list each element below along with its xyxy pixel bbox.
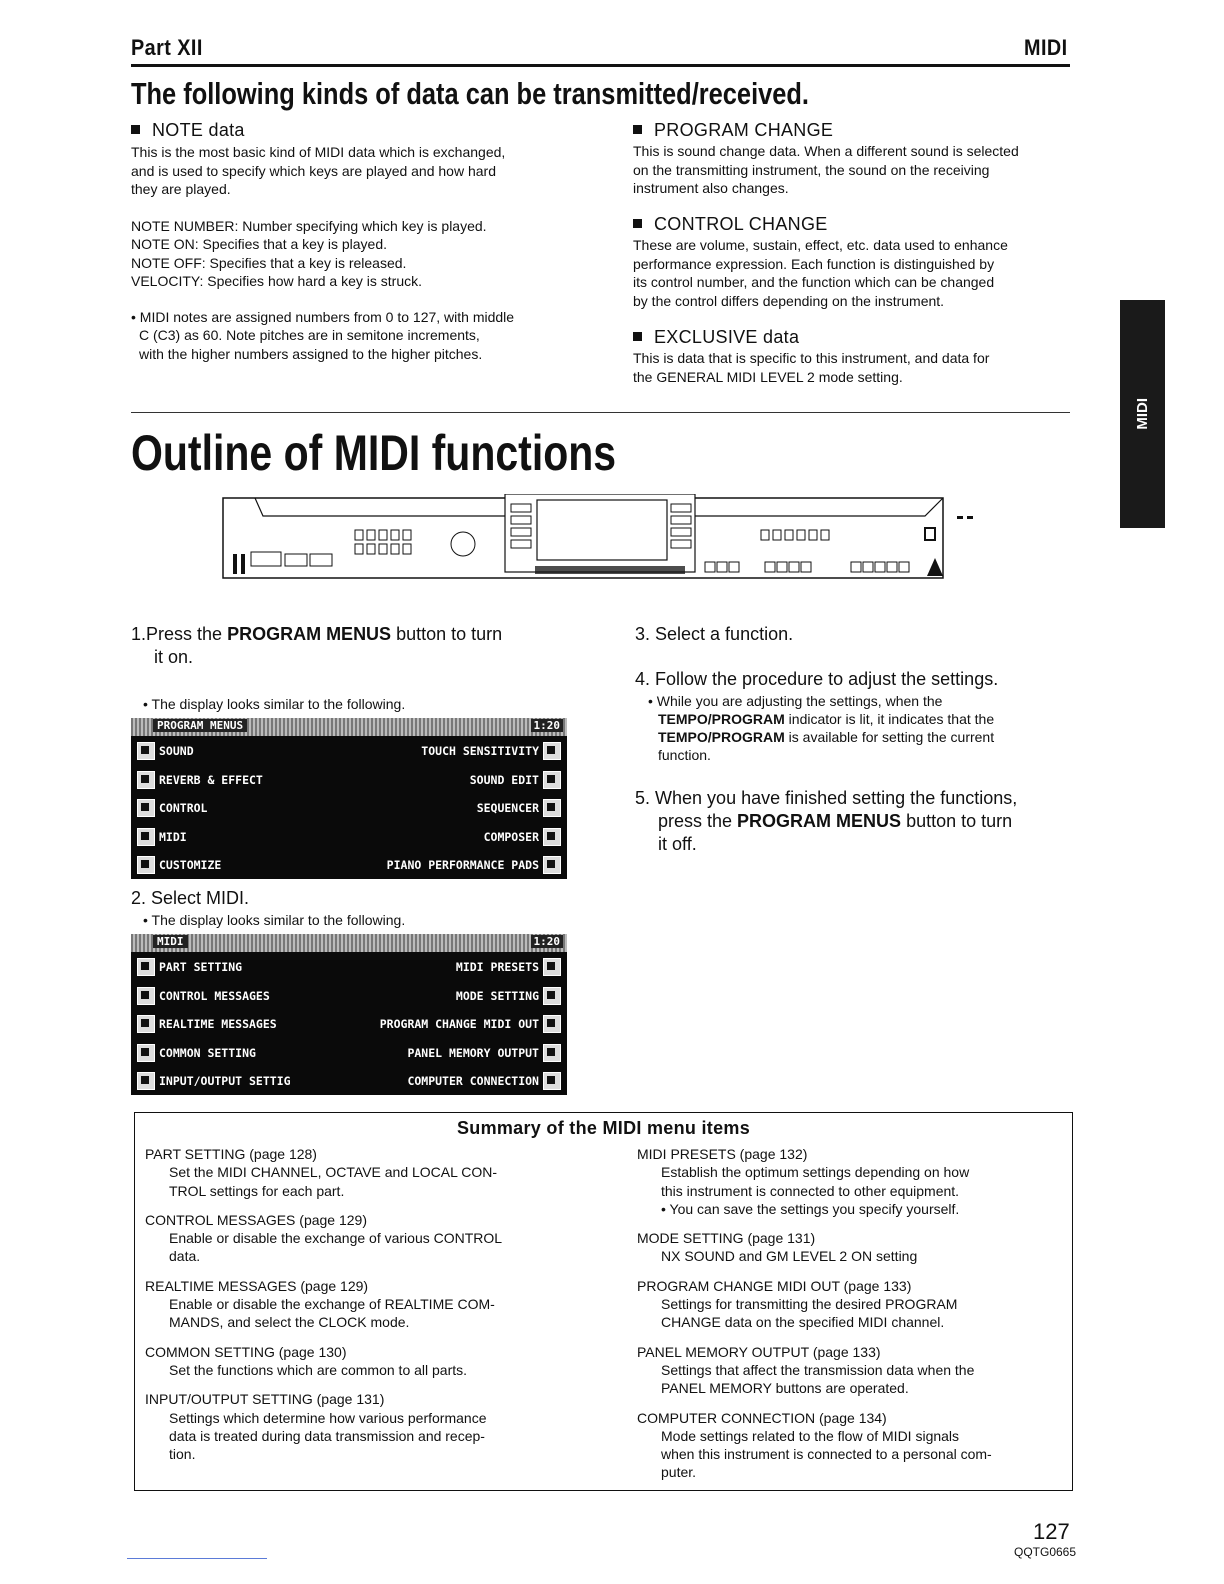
midi-screen: [131, 934, 567, 1095]
summary-right-column: [637, 1145, 1067, 1482]
summary-item: CONTROL MESSAGES (page 129) Enable or disable the exchange of various CONTROL data.: [145, 1211, 503, 1265]
outline-heading: Outline of MIDI functions: [131, 425, 617, 481]
summary-item: PROGRAM CHANGE MIDI OUT (page 133) Settings for transmitting the desired PROGRAM CHANGE data on the specified MIDI channel.: [637, 1277, 958, 1331]
exclusive-data-title: EXCLUSIVE data: [633, 327, 1073, 348]
summary-left-column: [145, 1145, 605, 1463]
control-panel-illustration: [205, 494, 995, 582]
menu-row: [131, 1009, 567, 1038]
data-kinds-heading: The following kinds of data can be transmitted/received.: [131, 76, 809, 111]
summary-box: [134, 1112, 1073, 1491]
sound-edit-icon: [543, 771, 561, 789]
reverb-icon: [137, 771, 155, 789]
step-2: 2. Select MIDI.: [131, 888, 250, 908]
step-1-note: • The display looks similar to the following.: [143, 696, 406, 712]
summary-item: MODE SETTING (page 131) NX SOUND and GM LEVEL 2 ON setting: [637, 1230, 918, 1265]
header-rule: [131, 64, 1070, 67]
program-change-section: [633, 120, 1073, 198]
summary-item: COMMON SETTING (page 130) Set the functions which are common to all parts.: [145, 1343, 468, 1378]
menu-row: [131, 793, 567, 822]
common-setting-icon: [137, 1044, 155, 1062]
menu-sound[interactable]: SOUND: [137, 742, 194, 760]
bottom-line: [127, 1558, 267, 1559]
control-change-section: [633, 214, 1073, 310]
menu-input-output-setting[interactable]: INPUT/OUTPUT SETTIG: [137, 1072, 291, 1090]
menu-row: [131, 822, 567, 851]
menu-sequencer[interactable]: SEQUENCER: [477, 799, 561, 817]
pads-icon: [543, 856, 561, 874]
summary-item: MIDI PRESETS (page 132) Establish the optimum settings depending on how this instrument is connected to other equipment. • You can save the settings you specify yourself.: [637, 1146, 970, 1217]
menu-row: [131, 765, 567, 794]
screen1-title: PROGRAM MENUS: [153, 719, 247, 732]
menu-realtime-messages[interactable]: REALTIME MESSAGES: [137, 1015, 277, 1033]
menu-row: [131, 981, 567, 1010]
program-menus-screen: [131, 718, 567, 879]
note-definitions: NOTE NUMBER: Number specifying which key is played. NOTE ON: Specifies that a key is played. NOTE OFF: Specifies that a key is released. VELOCITY: Specifies how hard a key is struck.: [131, 217, 487, 289]
menu-reverb-effect[interactable]: REVERB & EFFECT: [137, 771, 263, 789]
menu-part-setting[interactable]: PART SETTING: [137, 958, 242, 976]
summary-item: INPUT/OUTPUT SETTING (page 131) Settings which determine how various performance data is treated during data transmission and recep- tion.: [145, 1391, 487, 1463]
realtime-icon: [137, 1015, 155, 1033]
input-output-icon: [137, 1072, 155, 1090]
program-change-desc: This is sound change data. When a different sound is selected on the transmitting instrument, the sound on the receiving instrument also changes.: [633, 143, 1019, 196]
menu-row: [131, 736, 567, 765]
menu-computer-connection[interactable]: COMPUTER CONNECTION: [407, 1072, 561, 1090]
screen2-num: 1:20: [531, 935, 564, 948]
part-setting-icon: [137, 958, 155, 976]
exclusive-data-section: [633, 327, 1073, 386]
control-change-title: CONTROL CHANGE: [633, 214, 1073, 235]
menu-control-messages[interactable]: CONTROL MESSAGES: [137, 987, 270, 1005]
menu-touch-sensitivity[interactable]: TOUCH SENSITIVITY: [421, 742, 561, 760]
control-messages-icon: [137, 987, 155, 1005]
sound-icon: [137, 742, 155, 760]
sequencer-icon: [543, 799, 561, 817]
page-number: 127: [1033, 1519, 1070, 1544]
section-label: MIDI: [1024, 35, 1068, 60]
step-2-note: • The display looks similar to the following.: [143, 912, 406, 928]
step-4-note: • While you are adjusting the settings, when the TEMPO/PROGRAM indicator is lit, it indicates that the TEMPO/PROGRAM is available for setting the current function.: [648, 693, 995, 763]
control-icon: [137, 799, 155, 817]
document-code: QQTG0665: [1014, 1545, 1077, 1559]
summary-item: COMPUTER CONNECTION (page 134) Mode settings related to the flow of MIDI signals when this instrument is connected to a personal com- puter.: [637, 1409, 992, 1481]
step-5: 5. When you have finished setting the functions, press the PROGRAM MENUS button to turn it off.: [635, 788, 1018, 854]
midi-presets-icon: [543, 958, 561, 976]
summary-title: Summary of the MIDI menu items: [456, 1118, 751, 1138]
menu-row: [131, 952, 567, 981]
step-4: 4. Follow the procedure to adjust the settings.: [635, 669, 999, 689]
menu-sound-edit[interactable]: SOUND EDIT: [470, 771, 561, 789]
composer-icon: [543, 828, 561, 846]
menu-mode-setting[interactable]: MODE SETTING: [456, 987, 561, 1005]
summary-item: PART SETTING (page 128) Set the MIDI CHANNEL, OCTAVE and LOCAL CON- TROL settings for each part.: [145, 1146, 498, 1199]
section-divider: [131, 412, 1070, 413]
computer-connection-icon: [543, 1072, 561, 1090]
menu-row: [131, 850, 567, 879]
menu-common-setting[interactable]: COMMON SETTING: [137, 1044, 256, 1062]
screen1-num: 1:20: [531, 719, 564, 732]
menu-customize[interactable]: CUSTOMIZE: [137, 856, 221, 874]
control-change-desc: These are volume, sustain, effect, etc. data used to enhance performance expression. Each function is distinguished by its control number, and the function which can be changed by the control differs depending on the instrument.: [633, 237, 1008, 309]
menu-row: [131, 1038, 567, 1067]
menu-midi[interactable]: MIDI: [137, 828, 187, 846]
summary-item: REALTIME MESSAGES (page 129) Enable or disable the exchange of REALTIME COM- MANDS, and select the CLOCK mode.: [145, 1277, 495, 1331]
menu-program-change-midi-out[interactable]: PROGRAM CHANGE MIDI OUT: [380, 1015, 561, 1033]
note-data-title: NOTE data: [131, 120, 571, 141]
menu-row: [131, 1066, 567, 1095]
panel-memory-icon: [543, 1044, 561, 1062]
midi-icon: [137, 828, 155, 846]
midi-side-tab: [1120, 300, 1165, 528]
screen2-title: MIDI: [153, 935, 188, 948]
summary-item: PANEL MEMORY OUTPUT (page 133) Settings that affect the transmission data when the PANEL MEMORY buttons are operated.: [637, 1343, 975, 1397]
menu-composer[interactable]: COMPOSER: [484, 828, 561, 846]
side-tab-label: MIDI: [1134, 398, 1151, 430]
exclusive-data-desc: This is data that is specific to this instrument, and data for the GENERAL MIDI LEVEL 2 mode setting.: [633, 350, 990, 385]
menu-piano-performance-pads[interactable]: PIANO PERFORMANCE PADS: [387, 856, 561, 874]
menu-midi-presets[interactable]: MIDI PRESETS: [456, 958, 561, 976]
menu-panel-memory-output[interactable]: PANEL MEMORY OUTPUT: [407, 1044, 561, 1062]
step-1: 1.Press the PROGRAM MENUS button to turn it on.: [131, 624, 503, 667]
customize-icon: [137, 856, 155, 874]
part-label: Part XII: [131, 35, 203, 60]
note-number-bullet: • MIDI notes are assigned numbers from 0 to 127, with middle C (C3) as 60. Note pitches are in semitone increments, with the higher numbers assigned to the higher pitches.: [131, 308, 515, 362]
menu-control[interactable]: CONTROL: [137, 799, 207, 817]
program-change-title: PROGRAM CHANGE: [633, 120, 1073, 141]
note-data-desc: This is the most basic kind of MIDI data which is exchanged, and is used to specify which keys are played and how hard they are played.: [131, 144, 506, 197]
step-3: 3. Select a function.: [635, 624, 794, 644]
touch-sensitivity-icon: [543, 742, 561, 760]
note-data-section: [131, 120, 571, 363]
mode-setting-icon: [543, 987, 561, 1005]
program-change-icon: [543, 1015, 561, 1033]
